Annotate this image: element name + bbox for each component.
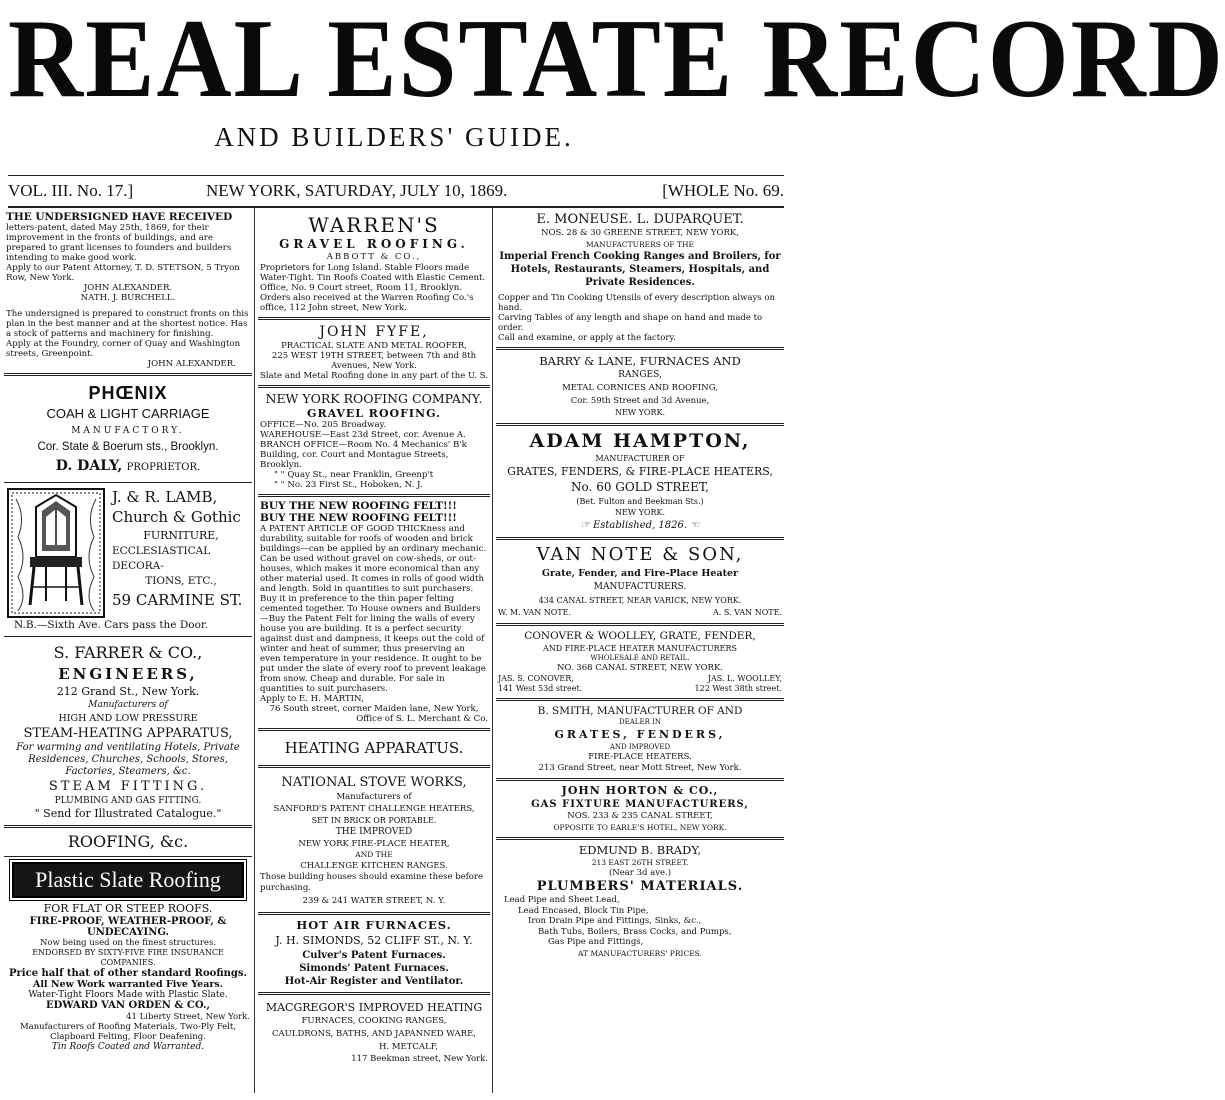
- felt-headline: BUY THE NEW ROOFING FELT!!!: [260, 512, 457, 524]
- phoenix-address: Cor. State & Boerum sts., Brooklyn.: [37, 441, 219, 453]
- van-note-line: Grate, Fender, and Fire-Place Heater: [541, 568, 739, 579]
- lamb-line: FURNITURE,: [143, 529, 219, 542]
- whole-number: [WHOLE No. 69.: [662, 181, 784, 200]
- hampton-line: NEW YORK.: [615, 508, 665, 517]
- ny-roofing-line: OFFICE—No. 205 Broadway.: [260, 420, 387, 430]
- felt-headline: BUY THE NEW ROOFING FELT!!!: [260, 500, 457, 512]
- phoenix-title: PHŒNIX: [88, 383, 168, 403]
- conover-partner: JAS. L. WOOLLEY,: [707, 674, 782, 683]
- hampton-ad: [496, 426, 784, 540]
- brady-item: Lead Encased, Block Tin Pipe,: [518, 905, 649, 916]
- farrer-name: S. FARRER & CO.,: [53, 643, 203, 662]
- ny-roofing-line: " " No. 23 First St., Hoboken, N. J.: [274, 480, 423, 490]
- slate-line: Manufacturers of Roofing Materials, Two-Ply Felt, Clapboard Felting, Floor Deafening.: [19, 1022, 237, 1042]
- farrer-line: Manufacturers of: [88, 700, 168, 710]
- moneuse-line: Imperial French Cooking Ranges and Broilers, for Hotels, Restaurants, Steamers, Hospitals, and Private Residences.: [499, 251, 781, 288]
- hot-air-furnaces-ad: [258, 915, 490, 995]
- farrer-line: HIGH AND LOW PRESSURE: [58, 713, 198, 724]
- warren-line: ABBOTT & CO.,: [326, 252, 422, 262]
- smith-title: B. SMITH, MANUFACTURER OF AND: [537, 705, 743, 717]
- hot-air-line: Simonds' Patent Furnaces.: [299, 963, 449, 974]
- horton-ad: [496, 781, 784, 840]
- masthead-title: REAL ESTATE RECORD: [8, 0, 1225, 121]
- slate-line: FOR FLAT OR STEEP ROOFS.: [43, 902, 213, 915]
- warren-ad: [258, 208, 490, 320]
- dateline: [8, 175, 784, 208]
- fyfe-line: 225 WEST 19TH STREET, between 7th and 8th Avenues, New York.: [271, 351, 477, 371]
- stove-line: NEW YORK FIRE-PLACE HEATER,: [298, 839, 450, 849]
- gothic-chair-illustration: [6, 487, 106, 619]
- stove-line: SET IN BRICK OR PORTABLE.: [311, 816, 437, 825]
- stove-line: Manufacturers of: [336, 792, 412, 802]
- patent-notice-signature: JOHN ALEXANDER.: [147, 359, 236, 369]
- slate-line: FIRE-PROOF, WEATHER-PROOF, & UNDECAYING.: [29, 916, 227, 938]
- heating-heading: HEATING APPARATUS.: [284, 739, 464, 757]
- masthead: [8, 0, 1225, 121]
- lamb-address: 59 CARMINE ST.: [112, 591, 243, 609]
- lamb-name: J. & R. LAMB,: [112, 488, 218, 506]
- barry-line: Cor. 59th Street and 3d Avenue,: [570, 396, 710, 406]
- brady-title: EDMUND B. BRADY,: [578, 843, 702, 857]
- macgregor-line: CAULDRONS, BATHS, AND JAPANNED WARE,: [272, 1029, 476, 1039]
- horton-line: GAS FIXTURE MANUFACTURERS,: [531, 799, 749, 810]
- lamb-line: ECCLESIASTICAL DECORA-: [112, 545, 211, 572]
- van-note-ad: [496, 540, 784, 626]
- horton-line: OPPOSITE TO EARLE'S HOTEL, NEW YORK.: [553, 823, 727, 832]
- slate-line: Water-Tight Floors Made with Plastic Slate.: [28, 990, 228, 1000]
- brady-ad: [496, 840, 784, 964]
- column-divider: [492, 208, 493, 1093]
- brady-line: 213 EAST 26TH STREET.: [591, 858, 689, 867]
- felt-body: A PATENT ARTICLE OF GOOD THICKness and durability, suitable for roofs of wooden and brick buildings—can be applied by an ordinary mechanic. Can be used without gravel on cow-sheds, or out-houses, which makes it more economical than any other material used. It comes in rolls of good width and length. Sold in quantities to suit purchasers. Buy it in preference to the thin paper felting cemented together. To House owners and Builders—Buy the Patent Felt for lining the walls of every house you are building. It is a perfect security against dust and dampness, it keeps out the cold of winter and heat of summer, thus preserving an even temperature in your residence. It ought to be put under the slate of every roof to prevent leakage from snow. Cheap and durable. For sale in quantities to suit purchasers.: [260, 524, 487, 694]
- horton-line: NOS. 233 & 235 CANAL STREET,: [567, 811, 713, 821]
- column-1: [4, 208, 252, 1100]
- slate-line: Now being used on the finest structures.: [39, 938, 217, 948]
- hot-air-title: HOT AIR FURNACES.: [296, 918, 452, 932]
- moneuse-line: Copper and Tin Cooking Utensils of every description always on hand.: [498, 293, 775, 313]
- farrer-line: For warming and ventilating Hotels, Private Residences, Churches, Schools, Stores, Factories, Steamers, &c.: [16, 742, 240, 777]
- barry-line: RANGES,: [618, 370, 662, 380]
- van-note-line: MANUFACTURERS.: [593, 582, 687, 592]
- felt-address: 76 South street, corner Maiden lane, New York,: [269, 704, 479, 714]
- conover-partner-address: 141 West 53d street.: [498, 684, 583, 693]
- smith-line: AND IMPROVED: [609, 743, 671, 751]
- stove-title: NATIONAL STOVE WORKS,: [281, 775, 467, 790]
- roofing-felt-ad: [258, 497, 490, 731]
- macgregor-line: FURNACES, COOKING RANGES,: [301, 1016, 447, 1026]
- barry-line: METAL CORNICES AND ROOFING,: [562, 383, 718, 393]
- masthead-subtitle: AND BUILDERS' GUIDE.: [214, 122, 574, 152]
- patent-notice-signature: JOHN ALEXANDER.: [83, 283, 173, 293]
- patent-notice-ad: [4, 208, 252, 376]
- barry-line: NEW YORK.: [615, 408, 665, 417]
- macgregor-ad: [258, 995, 490, 1069]
- hot-air-line: Hot-Air Register and Ventilator.: [284, 976, 464, 987]
- warren-subtitle: GRAVEL ROOFING.: [279, 237, 469, 251]
- van-note-title: VAN NOTE & SON,: [536, 544, 744, 565]
- slate-line: All New Work warranted Five Years.: [32, 979, 224, 990]
- patent-notice-body: letters-patent, dated May 25th, 1869, for their improvement in the fronts of buildings, and are prepared to grant licenses to founders and builders intending to make good work.: [6, 223, 232, 263]
- brady-item: Lead Pipe and Sheet Lead,: [504, 895, 620, 905]
- farrer-line: PLUMBING AND GAS FITTING.: [54, 796, 202, 806]
- barry-lane-ad: [496, 350, 784, 426]
- conover-partner: JAS. S. CONOVER,: [498, 674, 574, 683]
- phoenix-proprietor-role: PROPRIETOR.: [126, 462, 201, 473]
- patent-notice-body: The undersigned is prepared to construct fronts on this plan in the best manner and at the shortest notice. Has a stock of patterns and machinery for finishing.: [6, 309, 249, 339]
- phoenix-ad: [4, 376, 252, 483]
- column-2: [258, 208, 490, 1100]
- smith-line: GRATES, FENDERS,: [554, 728, 726, 741]
- ny-roofing-title: NEW YORK ROOFING COMPANY.: [265, 391, 483, 406]
- volume-number: VOL. III. No. 17.]: [8, 181, 134, 200]
- ny-roofing-subtitle: GRAVEL ROOFING.: [307, 407, 441, 420]
- conover-line: AND FIRE-PLACE HEATER MANUFACTURERS: [543, 644, 737, 653]
- moneuse-line: NOS. 28 & 30 GREENE STREET, NEW YORK,: [541, 228, 739, 238]
- fyfe-ad: [258, 320, 490, 388]
- macgregor-address: 117 Beekman street, New York.: [351, 1054, 488, 1064]
- pointing-hand-icon: ☜: [687, 520, 700, 531]
- hot-air-line: Culver's Patent Furnaces.: [302, 950, 446, 961]
- conover-partner-address: 122 West 38th street.: [694, 684, 782, 693]
- slate-line: Price half that of other standard Roofings.: [9, 968, 247, 979]
- macgregor-line: H. METCALF,: [379, 1042, 438, 1052]
- moneuse-title: E. MONEUSE. L. DUPARQUET.: [536, 212, 744, 227]
- farrer-line: STEAM FITTING.: [48, 779, 208, 794]
- macgregor-title: MACGREGOR'S IMPROVED HEATING: [265, 1001, 483, 1014]
- stove-line: THE IMPROVED: [335, 827, 413, 837]
- hampton-line: MANUFACTURER OF: [595, 454, 685, 463]
- phoenix-line: COAH & LIGHT CARRIAGE: [46, 406, 210, 421]
- patent-notice-apply: Apply at the Foundry, corner of Quay and Washington streets, Greenpoint.: [6, 339, 241, 359]
- brady-item: Bath Tubs, Boilers, Brass Cocks, and Pumps,: [538, 926, 732, 937]
- ny-roofing-line: WAREHOUSE—East 23d Street, cor. Avenue A.: [260, 430, 466, 440]
- patent-notice-headline: THE UNDERSIGNED HAVE RECEIVED: [6, 211, 233, 223]
- felt-address: Office of S. L. Merchant & Co.: [356, 714, 488, 724]
- hampton-title: ADAM HAMPTON,: [529, 430, 751, 452]
- brady-line: PLUMBERS' MATERIALS.: [536, 879, 744, 894]
- van-note-partner: A. S. VAN NOTE.: [713, 608, 782, 617]
- farrer-address: 212 Grand St., New York.: [56, 685, 200, 698]
- moneuse-line: MANUFACTURERS OF THE: [585, 240, 695, 249]
- brady-line: AT MANUFACTURERS' PRICES.: [578, 948, 702, 958]
- conover-line: NO. 368 CANAL STREET, NEW YORK.: [556, 663, 724, 673]
- moneuse-line: Call and examine, or apply at the factory.: [498, 333, 676, 343]
- fyfe-line: Slate and Metal Roofing done in any part of the U. S.: [260, 371, 488, 381]
- stove-line: CHALLENGE KITCHEN RANGES.: [300, 861, 448, 871]
- ny-roofing-line: " " Quay St., near Franklin, Greenp't: [274, 470, 434, 480]
- lamb-note: N.B.—Sixth Ave. Cars pass the Door.: [14, 619, 209, 631]
- van-note-line: 434 CANAL STREET, NEAR VARICK, NEW YORK.: [538, 596, 742, 605]
- lamb-text: [106, 487, 250, 619]
- smith-ad: [496, 701, 784, 781]
- slate-line: Tin Roofs Coated and Warranted.: [51, 1042, 205, 1052]
- smith-line: DEALER IN: [619, 718, 661, 726]
- stove-works-ad: [258, 768, 490, 915]
- stove-line: SANFORD'S PATENT CHALLENGE HEATERS,: [273, 804, 475, 814]
- brady-line: (Near 3d ave.): [608, 868, 672, 878]
- van-note-partner: W. M. VAN NOTE.: [498, 608, 572, 617]
- moneuse-line: Carving Tables of any length and shape on hand and made to order.: [498, 313, 763, 333]
- issue-date: NEW YORK, SATURDAY, JULY 10, 1869.: [206, 181, 508, 200]
- horton-title: JOHN HORTON & CO.,: [561, 784, 719, 797]
- brady-item: Gas Pipe and Fittings,: [548, 937, 644, 947]
- plastic-slate-banner: Plastic Slate Roofing: [12, 862, 244, 898]
- slate-line: 41 Liberty Street, New York.: [126, 1012, 250, 1022]
- column-3: [496, 208, 784, 1100]
- warren-body: Proprietors for Long Island. Stable Floors made Water-Tight. Tin Roofs Coated with Elastic Cement. Office, No. 9 Court street, Room 11, Brooklyn. Orders also received at the Warren Roofing Co.'s office, 112 John street, New York.: [260, 263, 486, 313]
- roofing-section-heading: [4, 828, 252, 857]
- lamb-ad: [4, 483, 252, 637]
- column-divider: [254, 208, 255, 1093]
- slate-line: EDWARD VAN ORDEN & CO.,: [46, 1000, 210, 1011]
- barry-title: BARRY & LANE, FURNACES AND: [539, 354, 741, 368]
- stove-line: AND THE: [355, 850, 393, 859]
- smith-line: FIRE-PLACE HEATERS.: [588, 752, 692, 762]
- conover-woolley-ad: [496, 626, 784, 701]
- fyfe-title: JOHN FYFE,: [319, 324, 429, 340]
- warren-title: WARREN'S: [308, 213, 440, 237]
- hampton-line: (Bet. Fulton and Beekman Sts.): [576, 497, 704, 506]
- stove-line: Those building houses should examine these before purchasing.: [260, 872, 484, 893]
- pointing-hand-icon: ☞: [580, 520, 593, 531]
- phoenix-line: MANUFACTORY.: [71, 426, 185, 436]
- conover-line: WHOLESALE AND RETAIL.: [590, 654, 690, 662]
- conover-title: CONOVER & WOOLLEY, GRATE, FENDER,: [524, 630, 756, 642]
- plastic-slate-ad: [4, 857, 252, 1055]
- hot-air-line: J. H. SIMONDS, 52 CLIFF ST., N. Y.: [275, 934, 473, 947]
- fyfe-line: PRACTICAL SLATE AND METAL ROOFER,: [281, 341, 467, 351]
- moneuse-ad: [496, 208, 784, 350]
- ny-roofing-ad: [258, 388, 490, 497]
- hampton-established: Established, 1826.: [592, 520, 688, 531]
- felt-apply: Apply to E. H. MARTIN,: [260, 694, 364, 704]
- brady-item: Iron Drain Pipe and Fittings, Sinks, &c.,: [528, 916, 702, 926]
- patent-notice-apply: Apply to our Patent Attorney, T. D. STETSON, 5 Tryon Row, New York.: [6, 263, 240, 283]
- slate-line: ENDORSED BY SIXTY-FIVE FIRE INSURANCE COMPANIES.: [32, 948, 224, 967]
- phoenix-proprietor: D. DALY,: [55, 458, 123, 474]
- ny-roofing-line: BRANCH OFFICE—Room No. 4 Mechanics' B'k Building, cor. Court and Montague Streets, Brooklyn.: [260, 440, 467, 470]
- lamb-line: Church & Gothic: [112, 508, 241, 526]
- stove-address: 239 & 241 WATER STREET, N. Y.: [302, 896, 446, 906]
- hampton-line: No. 60 GOLD STREET,: [571, 480, 709, 494]
- lamb-line: TIONS, ETC.,: [145, 575, 217, 587]
- heating-section-heading: [258, 731, 490, 768]
- patent-notice-signature: NATH. J. BURCHELL.: [80, 293, 176, 303]
- farrer-role: ENGINEERS,: [58, 665, 198, 683]
- farrer-ad: [4, 637, 252, 828]
- roofing-heading: ROOFING, &c.: [67, 832, 189, 851]
- smith-address: 213 Grand Street, near Mott Street, New York.: [538, 763, 742, 773]
- farrer-line: STEAM-HEATING APPARATUS,: [23, 726, 233, 741]
- hampton-line: GRATES, FENDERS, & FIRE-PLACE HEATERS,: [507, 465, 773, 478]
- farrer-line: " Send for Illustrated Catalogue.": [34, 807, 222, 820]
